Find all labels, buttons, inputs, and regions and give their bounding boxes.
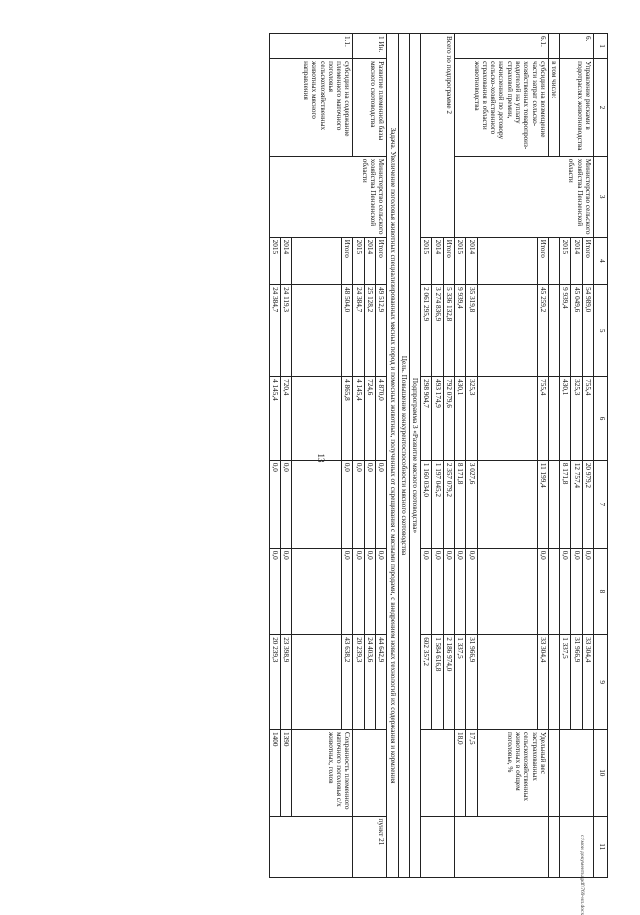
value-cell: 35 319,8 (466, 285, 477, 377)
note-cell: пункт 21 (353, 816, 387, 877)
value-cell: 23 398,9 (280, 635, 291, 730)
value-cell: 4 145,4 (353, 377, 364, 461)
value-cell: 1 337,5 (560, 635, 571, 730)
value-cell: 0,0 (466, 548, 477, 634)
row-number: 6. (560, 34, 594, 59)
intro-text: в том числе: (548, 59, 559, 157)
value-cell: 45 259,2 (537, 285, 548, 377)
value-cell: 0,0 (376, 548, 387, 634)
value-cell: 2 061 295,9 (421, 285, 432, 377)
year-cell: Итого (376, 237, 387, 284)
indicator-value: 18,0 (455, 730, 466, 816)
year-cell: 2014 (571, 237, 582, 284)
value-cell: 724,6 (364, 377, 375, 461)
year-cell: 2014 (280, 237, 291, 284)
value-cell: 20 239,3 (269, 635, 280, 730)
year-cell: 2014 (466, 237, 477, 284)
indicator-value: 17,5 (466, 730, 477, 816)
value-cell: 1 160 034,0 (421, 460, 432, 548)
value-cell: 602 357,2 (421, 635, 432, 730)
value-cell: 430,1 (455, 377, 466, 461)
executor: Министерство сельского хозяйства Пензенской области (269, 156, 387, 237)
row-number: 6.1. (455, 34, 549, 59)
note-cell (560, 816, 594, 877)
value-cell: 8 171,8 (560, 460, 571, 548)
value-cell: 24 403,6 (364, 635, 375, 730)
value-cell: 8 171,8 (455, 460, 466, 548)
section-row (398, 34, 409, 878)
value-cell: 0,0 (571, 548, 582, 634)
value-cell: 0,0 (342, 460, 353, 548)
task-text: Задача. Увеличение поголовья животных специализированных мясных пород и помесных животных, полученных от скрещивания с мясными породами, с внедрением новых технологий их содержания и кормления (387, 34, 398, 878)
value-cell: 4 865,8 (342, 377, 353, 461)
value-cell: 25 128,2 (364, 285, 375, 377)
column-number-row (594, 34, 608, 878)
value-cell: 24 119,3 (280, 285, 291, 377)
column-number: 6 (594, 377, 608, 461)
value-cell: 49 512,9 (376, 285, 387, 377)
budget-table (269, 33, 608, 878)
executor: Министерство сельского хозяйства Пензенской области (455, 156, 594, 237)
column-number: 3 (594, 156, 608, 237)
column-number: 4 (594, 237, 608, 284)
value-cell: 0,0 (280, 548, 291, 634)
year-cell: 2015 (560, 237, 571, 284)
activity-name: Управление рисками в подотраслях животноводства (560, 59, 594, 157)
file-path-footer: c:\мои документы\pdf\769-нп.docx (579, 835, 585, 915)
goal-text: Цель. Повышение конкурентоспособности мясного скотоводства (398, 34, 409, 878)
value-cell: 24 384,7 (269, 285, 280, 377)
year-cell: Итого (537, 237, 548, 284)
year-cell: 2014 (364, 237, 375, 284)
year-cell: Итого (582, 237, 593, 284)
value-cell: 20 239,3 (353, 635, 364, 730)
column-number: 2 (594, 59, 608, 157)
value-cell: 31 966,9 (571, 635, 582, 730)
value-cell: 0,0 (353, 460, 364, 548)
column-number: 9 (594, 635, 608, 730)
value-cell: 12 757,4 (571, 460, 582, 548)
value-cell: 0,0 (560, 548, 571, 634)
value-cell: 33 304,4 (582, 635, 593, 730)
year-cell: 2014 (432, 237, 443, 284)
indicator-value: 1390 (280, 730, 291, 816)
value-cell: 24 384,7 (353, 285, 364, 377)
value-cell: 31 966,9 (466, 635, 477, 730)
year-cell: Итого (443, 237, 454, 284)
value-cell: 755,4 (582, 377, 593, 461)
row-number: 1 Ин. (353, 34, 387, 59)
activity-name: субсидии на возмещение части затрат сельско-хозяйственных товаропроиз-водителей на уплату страховой премии, начисленной по договору сельско-хозяйственного страхования в области животноводства (455, 59, 549, 157)
table-row (582, 34, 593, 878)
value-cell: 0,0 (269, 548, 280, 634)
value-cell: 0,0 (353, 548, 364, 634)
value-cell: 0,0 (421, 548, 432, 634)
year-cell: 2015 (353, 237, 364, 284)
value-cell: 493 174,9 (432, 377, 443, 461)
note-cell (269, 816, 353, 877)
value-cell: 0,0 (443, 548, 454, 634)
value-cell: 0,0 (364, 460, 375, 548)
value-cell: 0,0 (280, 460, 291, 548)
year-cell: 2015 (455, 237, 466, 284)
year-cell: 2015 (421, 237, 432, 284)
value-cell: 298 904,7 (421, 377, 432, 461)
value-cell: 3 027,6 (466, 460, 477, 548)
value-cell: 1 197 045,2 (432, 460, 443, 548)
column-number: 7 (594, 460, 608, 548)
value-cell: 54 989,0 (582, 285, 593, 377)
value-cell: 0,0 (537, 548, 548, 634)
value-cell: 1 584 616,8 (432, 635, 443, 730)
value-cell: 0,0 (364, 548, 375, 634)
value-cell: 2 357 079,2 (443, 460, 454, 548)
budget-table-sheet (18, 33, 608, 878)
value-cell: 20 979,2 (582, 460, 593, 548)
column-number: 5 (594, 285, 608, 377)
section-row (387, 34, 398, 878)
value-cell: 0,0 (582, 548, 593, 634)
indicator-cell: Сохранность племенного маточного поголовья с/х животных, голов (292, 730, 353, 816)
value-cell: 325,3 (466, 377, 477, 461)
indicator-cell: Удельный вес застрахованных сельскохозяйственных животных в общем поголовье, % (477, 730, 548, 816)
table-row (443, 34, 454, 878)
indicator-cell (353, 730, 387, 816)
column-number: 10 (594, 730, 608, 816)
year-cell: Итого (342, 237, 353, 284)
value-cell: 720,4 (280, 377, 291, 461)
column-number: 1 (594, 34, 608, 59)
indicator-cell (560, 730, 594, 816)
activity-name: Развитие племенной базы мясного скотоводства (353, 59, 387, 157)
value-cell: 9 939,4 (455, 285, 466, 377)
value-cell: 430,1 (560, 377, 571, 461)
value-cell: 792 079,6 (443, 377, 454, 461)
value-cell: 43 638,2 (342, 635, 353, 730)
indicator-value: 1400 (269, 730, 280, 816)
value-cell: 45 049,6 (571, 285, 582, 377)
value-cell: 44 642,9 (376, 635, 387, 730)
value-cell: 0,0 (342, 548, 353, 634)
row-number: 1.1. (269, 34, 353, 59)
row-number (548, 34, 559, 59)
total-label: Всего по подпрограмме 2 (421, 34, 455, 238)
value-cell: 2 186 974,0 (443, 635, 454, 730)
value-cell: 9 939,4 (560, 285, 571, 377)
value-cell: 3 274 836,9 (432, 285, 443, 377)
year-cell: 2015 (269, 237, 280, 284)
value-cell: 0,0 (269, 460, 280, 548)
value-cell: 4 145,4 (269, 377, 280, 461)
section-row (409, 34, 420, 878)
table-row (376, 34, 387, 878)
value-cell: 4 870,0 (376, 377, 387, 461)
value-cell: 325,3 (571, 377, 582, 461)
value-cell: 755,4 (537, 377, 548, 461)
subprogram-title: Подпрограмма 3 «Развитие мясного скотоводства» (409, 34, 420, 878)
value-cell: 5 336 132,8 (443, 285, 454, 377)
value-cell: 0,0 (432, 548, 443, 634)
column-number: 8 (594, 548, 608, 634)
page-number: 13 (316, 453, 326, 463)
value-cell: 1 337,5 (455, 635, 466, 730)
value-cell: 0,0 (455, 548, 466, 634)
value-cell: 11 199,4 (537, 460, 548, 548)
column-number: 11 (594, 816, 608, 877)
value-cell: 0,0 (376, 460, 387, 548)
value-cell: 33 304,4 (537, 635, 548, 730)
note-cell (455, 816, 549, 877)
value-cell: 48 504,0 (342, 285, 353, 377)
activity-name: субсидии на содержание племенного маточного поголовья сельскохозяйственных животных мясного направления (269, 59, 353, 157)
